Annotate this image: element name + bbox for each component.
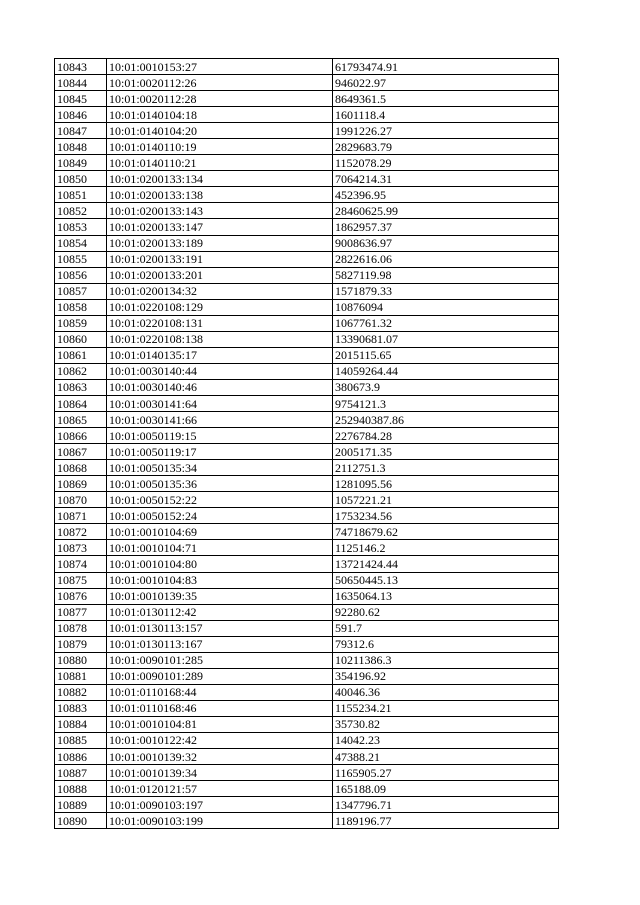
table-row <box>55 331 559 347</box>
row-number-cell: 10868 <box>55 460 107 476</box>
row-number-cell: 10863 <box>55 379 107 395</box>
cadastral-number-cell: 10:01:0090101:285 <box>107 652 333 668</box>
value-cell: 1125146.2 <box>333 540 559 556</box>
row-number-cell: 10849 <box>55 155 107 171</box>
cadastral-number-cell: 10:01:0090101:289 <box>107 668 333 684</box>
cadastral-number-cell: 10:01:0020112:28 <box>107 91 333 107</box>
table-row <box>55 684 559 700</box>
table-row <box>55 412 559 428</box>
cadastral-number-cell: 10:01:0030141:64 <box>107 395 333 411</box>
row-number-cell: 10882 <box>55 684 107 700</box>
cadastral-number-cell: 10:01:0090103:197 <box>107 797 333 813</box>
value-cell: 1067761.32 <box>333 315 559 331</box>
value-cell: 1155234.21 <box>333 700 559 716</box>
cadastral-number-cell: 10:01:0020112:26 <box>107 75 333 91</box>
value-cell: 1281095.56 <box>333 476 559 492</box>
row-number-cell: 10874 <box>55 556 107 572</box>
table-row <box>55 508 559 524</box>
row-number-cell: 10862 <box>55 363 107 379</box>
row-number-cell: 10856 <box>55 267 107 283</box>
row-number-cell: 10872 <box>55 524 107 540</box>
table-row <box>55 91 559 107</box>
table-row <box>55 395 559 411</box>
value-cell: 1057221.21 <box>333 492 559 508</box>
table-row <box>55 604 559 620</box>
cadastral-number-cell: 10:01:0140110:19 <box>107 139 333 155</box>
cadastral-number-cell: 10:01:0010139:34 <box>107 765 333 781</box>
value-cell: 2112751.3 <box>333 460 559 476</box>
row-number-cell: 10875 <box>55 572 107 588</box>
row-number-cell: 10887 <box>55 765 107 781</box>
row-number-cell: 10859 <box>55 315 107 331</box>
cadastral-number-cell: 10:01:0130113:167 <box>107 636 333 652</box>
row-number-cell: 10885 <box>55 732 107 748</box>
value-cell: 35730.82 <box>333 716 559 732</box>
table-row <box>55 123 559 139</box>
value-cell: 92280.62 <box>333 604 559 620</box>
value-cell: 591.7 <box>333 620 559 636</box>
value-cell: 1571879.33 <box>333 283 559 299</box>
table-row <box>55 765 559 781</box>
table-row <box>55 797 559 813</box>
row-number-cell: 10844 <box>55 75 107 91</box>
table-row <box>55 444 559 460</box>
cadastral-number-cell: 10:01:0010122:42 <box>107 732 333 748</box>
row-number-cell: 10886 <box>55 749 107 765</box>
cadastral-number-cell: 10:01:0090103:199 <box>107 813 333 829</box>
table-row <box>55 187 559 203</box>
cadastral-number-cell: 10:01:0140135:17 <box>107 347 333 363</box>
table-row <box>55 428 559 444</box>
table-row <box>55 299 559 315</box>
value-cell: 2829683.79 <box>333 139 559 155</box>
value-cell: 14059264.44 <box>333 363 559 379</box>
value-cell: 946022.97 <box>333 75 559 91</box>
row-number-cell: 10860 <box>55 331 107 347</box>
row-number-cell: 10865 <box>55 412 107 428</box>
value-cell: 2822616.06 <box>333 251 559 267</box>
row-number-cell: 10883 <box>55 700 107 716</box>
value-cell: 1189196.77 <box>333 813 559 829</box>
value-cell: 1991226.27 <box>333 123 559 139</box>
row-number-cell: 10851 <box>55 187 107 203</box>
table-row <box>55 347 559 363</box>
cadastral-number-cell: 10:01:0010139:32 <box>107 749 333 765</box>
table-row <box>55 171 559 187</box>
table-row <box>55 524 559 540</box>
table-row <box>55 139 559 155</box>
value-cell: 1753234.56 <box>333 508 559 524</box>
cadastral-number-cell: 10:01:0050119:17 <box>107 444 333 460</box>
cadastral-number-cell: 10:01:0050135:36 <box>107 476 333 492</box>
value-cell: 7064214.31 <box>333 171 559 187</box>
cadastral-number-cell: 10:01:0200133:138 <box>107 187 333 203</box>
value-cell: 14042.23 <box>333 732 559 748</box>
cadastral-number-cell: 10:01:0220108:138 <box>107 331 333 347</box>
cadastral-number-cell: 10:01:0030140:46 <box>107 379 333 395</box>
cadastral-number-cell: 10:01:0130113:157 <box>107 620 333 636</box>
cadastral-number-cell: 10:01:0030141:66 <box>107 412 333 428</box>
value-cell: 2005171.35 <box>333 444 559 460</box>
row-number-cell: 10853 <box>55 219 107 235</box>
table-row <box>55 379 559 395</box>
value-cell: 165188.09 <box>333 781 559 797</box>
row-number-cell: 10873 <box>55 540 107 556</box>
value-cell: 1347796.71 <box>333 797 559 813</box>
cadastral-number-cell: 10:01:0010104:69 <box>107 524 333 540</box>
table-row <box>55 476 559 492</box>
row-number-cell: 10852 <box>55 203 107 219</box>
row-number-cell: 10861 <box>55 347 107 363</box>
value-cell: 1152078.29 <box>333 155 559 171</box>
cadastral-number-cell: 10:01:0010139:35 <box>107 588 333 604</box>
table-row <box>55 219 559 235</box>
row-number-cell: 10871 <box>55 508 107 524</box>
table-row <box>55 59 559 75</box>
value-cell: 2276784.28 <box>333 428 559 444</box>
cadastral-number-cell: 10:01:0110168:46 <box>107 700 333 716</box>
value-cell: 1165905.27 <box>333 765 559 781</box>
cadastral-number-cell: 10:01:0030140:44 <box>107 363 333 379</box>
value-cell: 380673.9 <box>333 379 559 395</box>
row-number-cell: 10890 <box>55 813 107 829</box>
row-number-cell: 10870 <box>55 492 107 508</box>
cadastral-number-cell: 10:01:0200133:147 <box>107 219 333 235</box>
cadastral-number-cell: 10:01:0050152:22 <box>107 492 333 508</box>
row-number-cell: 10884 <box>55 716 107 732</box>
cadastral-number-cell: 10:01:0140104:20 <box>107 123 333 139</box>
value-cell: 354196.92 <box>333 668 559 684</box>
table-row <box>55 716 559 732</box>
cadastral-number-cell: 10:01:0220108:131 <box>107 315 333 331</box>
cadastral-number-cell: 10:01:0010104:80 <box>107 556 333 572</box>
table-row <box>55 235 559 251</box>
value-cell: 79312.6 <box>333 636 559 652</box>
cadastral-number-cell: 10:01:0200133:189 <box>107 235 333 251</box>
cadastral-number-cell: 10:01:0050119:15 <box>107 428 333 444</box>
table-row <box>55 620 559 636</box>
row-number-cell: 10845 <box>55 91 107 107</box>
table-row <box>55 636 559 652</box>
value-cell: 5827119.98 <box>333 267 559 283</box>
row-number-cell: 10877 <box>55 604 107 620</box>
table-row <box>55 107 559 123</box>
row-number-cell: 10864 <box>55 395 107 411</box>
value-cell: 9008636.97 <box>333 235 559 251</box>
cadastral-number-cell: 10:01:0010104:81 <box>107 716 333 732</box>
table-row <box>55 251 559 267</box>
cadastral-number-cell: 10:01:0010104:83 <box>107 572 333 588</box>
value-cell: 1635064.13 <box>333 588 559 604</box>
cadastral-number-cell: 10:01:0130112:42 <box>107 604 333 620</box>
row-number-cell: 10855 <box>55 251 107 267</box>
table-row <box>55 155 559 171</box>
table-row <box>55 668 559 684</box>
table-row <box>55 283 559 299</box>
value-cell: 74718679.62 <box>333 524 559 540</box>
cadastral-number-cell: 10:01:0200133:143 <box>107 203 333 219</box>
cadastral-number-cell: 10:01:0200134:32 <box>107 283 333 299</box>
cadastral-number-cell: 10:01:0140104:18 <box>107 107 333 123</box>
value-cell: 2015115.65 <box>333 347 559 363</box>
row-number-cell: 10878 <box>55 620 107 636</box>
row-number-cell: 10854 <box>55 235 107 251</box>
table-row <box>55 652 559 668</box>
table-row <box>55 749 559 765</box>
table-row <box>55 781 559 797</box>
row-number-cell: 10867 <box>55 444 107 460</box>
value-cell: 47388.21 <box>333 749 559 765</box>
table-row <box>55 572 559 588</box>
cadastral-number-cell: 10:01:0200133:191 <box>107 251 333 267</box>
row-number-cell: 10850 <box>55 171 107 187</box>
table-row <box>55 813 559 829</box>
cadastral-number-cell: 10:01:0200133:201 <box>107 267 333 283</box>
row-number-cell: 10857 <box>55 283 107 299</box>
value-cell: 10211386.3 <box>333 652 559 668</box>
table-row <box>55 540 559 556</box>
row-number-cell: 10848 <box>55 139 107 155</box>
table-row <box>55 556 559 572</box>
row-number-cell: 10858 <box>55 299 107 315</box>
value-cell: 10876094 <box>333 299 559 315</box>
cadastral-number-cell: 10:01:0220108:129 <box>107 299 333 315</box>
table-row <box>55 700 559 716</box>
table-row <box>55 363 559 379</box>
table-row <box>55 75 559 91</box>
value-cell: 13721424.44 <box>333 556 559 572</box>
value-cell: 40046.36 <box>333 684 559 700</box>
table-row <box>55 267 559 283</box>
cadastral-number-cell: 10:01:0120121:57 <box>107 781 333 797</box>
table-row <box>55 203 559 219</box>
row-number-cell: 10879 <box>55 636 107 652</box>
row-number-cell: 10881 <box>55 668 107 684</box>
table-row <box>55 492 559 508</box>
value-cell: 9754121.3 <box>333 395 559 411</box>
cadastral-number-cell: 10:01:0010104:71 <box>107 540 333 556</box>
row-number-cell: 10880 <box>55 652 107 668</box>
value-cell: 50650445.13 <box>333 572 559 588</box>
row-number-cell: 10889 <box>55 797 107 813</box>
value-cell: 61793474.91 <box>333 59 559 75</box>
value-cell: 1862957.37 <box>333 219 559 235</box>
row-number-cell: 10846 <box>55 107 107 123</box>
cadastral-number-cell: 10:01:0140110:21 <box>107 155 333 171</box>
value-cell: 13390681.07 <box>333 331 559 347</box>
cadastral-number-cell: 10:01:0110168:44 <box>107 684 333 700</box>
row-number-cell: 10876 <box>55 588 107 604</box>
value-cell: 252940387.86 <box>333 412 559 428</box>
records-table-body <box>55 59 559 829</box>
row-number-cell: 10888 <box>55 781 107 797</box>
cadastral-number-cell: 10:01:0200133:134 <box>107 171 333 187</box>
table-row <box>55 315 559 331</box>
value-cell: 1601118.4 <box>333 107 559 123</box>
value-cell: 28460625.99 <box>333 203 559 219</box>
table-row <box>55 588 559 604</box>
cadastral-number-cell: 10:01:0050152:24 <box>107 508 333 524</box>
records-table <box>54 58 559 829</box>
table-row <box>55 460 559 476</box>
row-number-cell: 10847 <box>55 123 107 139</box>
value-cell: 452396.95 <box>333 187 559 203</box>
row-number-cell: 10843 <box>55 59 107 75</box>
cadastral-number-cell: 10:01:0050135:34 <box>107 460 333 476</box>
row-number-cell: 10866 <box>55 428 107 444</box>
value-cell: 8649361.5 <box>333 91 559 107</box>
row-number-cell: 10869 <box>55 476 107 492</box>
table-row <box>55 732 559 748</box>
cadastral-number-cell: 10:01:0010153:27 <box>107 59 333 75</box>
